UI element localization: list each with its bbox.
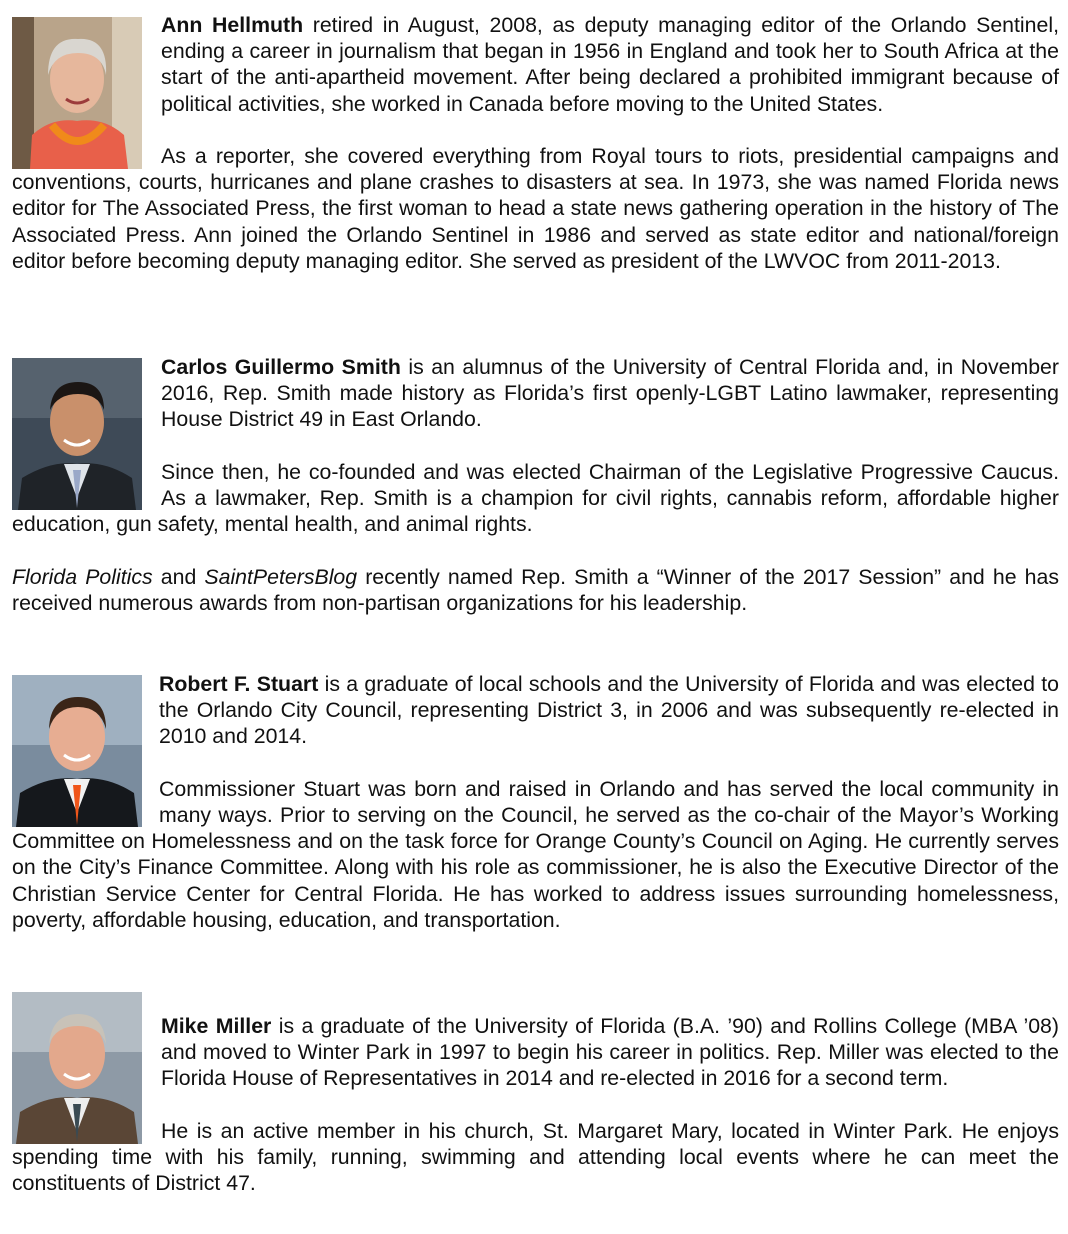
bio-text: is a graduate of the University of Florida (B.A. ’90) and Rollins College (MBA ’08) and moved to Winter Park in 1997 to begin his career in politics. Rep. Miller was elected to the Florida House of Representatives in 2014 and re-elected in 2016 for a second term.	[161, 1014, 1059, 1091]
bio-carlos-guillermo-smith	[12, 354, 1059, 616]
publication-name: SaintPetersBlog	[204, 564, 358, 589]
bio-text: Since then, he co-founded and was elected Chairman of the Legislative Progressive Caucus. As a lawmaker, Rep. Smith is a champion for civil rights, cannabis reform, affordable higher education, gun safety, mental health, and animal rights.	[12, 459, 1059, 537]
bio-name: Mike Miller	[161, 1014, 272, 1038]
bio-text-awards	[12, 564, 1059, 616]
bio-name: Robert F. Stuart	[159, 672, 319, 696]
bio-ann-hellmuth	[12, 12, 1059, 274]
bio-text: is a graduate of local schools and the University of Florida and was elected to the Orlando City Council, representing District 3, in 2006 and was subsequently re-elected in 2010 and 2014.	[159, 672, 1059, 749]
bio-name: Ann Hellmuth	[161, 13, 304, 37]
bio-text: recently named Rep. Smith a “Winner of the 2017 Session” and he has received numerous awards from non-partisan organizations for his leadership.	[12, 564, 1059, 615]
bio-text: retired in August, 2008, as deputy managing editor of the Orlando Sentinel, ending a career in journalism that began in 1956 in England and took her to South Africa at the start of the anti-apartheid movement. After being declared a prohibited immigrant because of political activities, she worked in Canada before moving to the United States.	[161, 13, 1060, 116]
carlos-guillermo-smith-photo	[12, 358, 142, 510]
bio-mike-miller	[12, 1013, 1059, 1196]
bio-text: As a reporter, she covered everything from Royal tours to riots, presidential campaigns and conventions, courts, hurricanes and plane crashes to disasters at sea. In 1973, she was named Florida news editor for The Associated Press, the first woman to head a state news gathering operation in the history of The Associated Press. Ann joined the Orlando Sentinel in 1986 and served as state editor and national/foreign editor before becoming deputy managing editor. She served as president of the LWVOC from 2011-2013.	[12, 144, 1059, 273]
bio-text: is an alumnus of the University of Central Florida and, in November 2016, Rep. Smith made history as Florida’s first openly-LGBT Latino lawmaker, representing House District 49 in East Orlando.	[161, 355, 1059, 432]
ann-hellmuth-photo	[12, 17, 142, 169]
bio-text: Commissioner Stuart was born and raised in Orlando and has served the local community in many ways. Prior to serving on the Council, he served as the co-chair of the Mayor’s Working Committee on Homelessness and on the task force for Orange County’s Council on Aging. He currently serves on the City’s Finance Committee. Along with his role as commissioner, he is also the Executive Director of the Christian Service Center for Central Florida. He has worked to address issues surrounding homelessness, poverty, affordable housing, education, and transportation.	[12, 776, 1059, 932]
publication-name: Florida Politics	[12, 564, 153, 589]
bio-text: He is an active member in his church, St. Margaret Mary, located in Winter Park. He enjoys spending time with his family, running, swimming and attending local events where he can meet the constituents of District 47.	[12, 1118, 1059, 1196]
bio-robert-f-stuart	[12, 671, 1059, 933]
bio-text: and	[152, 564, 205, 589]
robert-f-stuart-photo	[12, 675, 142, 827]
mike-miller-photo	[12, 992, 142, 1144]
bio-name: Carlos Guillermo Smith	[161, 355, 401, 379]
